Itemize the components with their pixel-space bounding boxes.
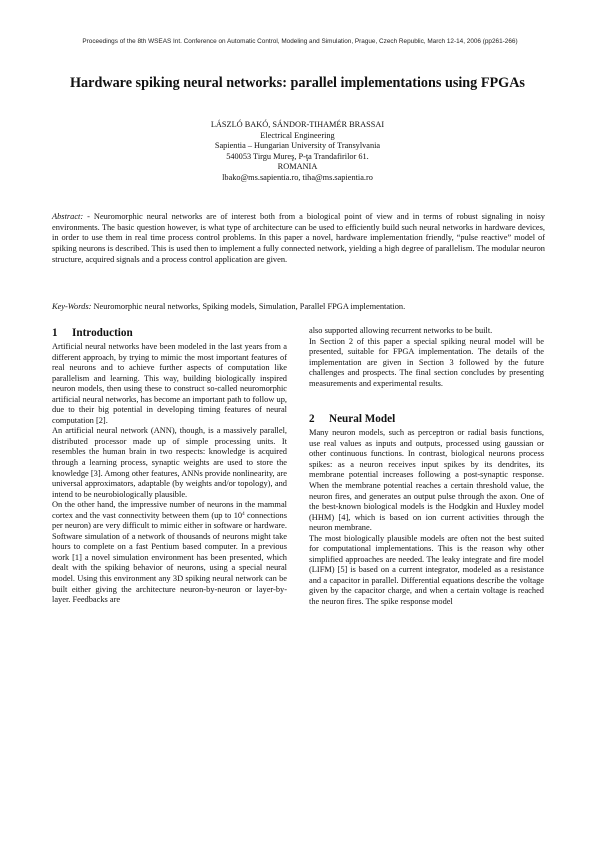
keywords: [52, 302, 545, 313]
section-number: 2: [309, 413, 315, 426]
keywords-text: Neuromorphic neural networks, Spiking models, Simulation, Parallel FPGA implementation.: [91, 302, 406, 311]
author-university: Sapientia – Hungarian University of Transylvania: [214, 141, 381, 151]
keywords-label: Key-Words:: [52, 302, 92, 311]
right-column: [309, 326, 544, 608]
section-heading-neural-model: [309, 412, 544, 426]
intro-paragraph-3-rest: connections per neuron) are very difficult to mimic either in software or hardware. Software simulation of a network of thousands of neurons might take hours to complete on a fast Pentium based computer. In a previous work [1] a novel simulation environment has been presented, which dealt with the spiking behavior of neurons, using a special neural model. Using this environment any 3D spiking neural network can be built either giving the architecture neuron-by-neuron or layer-by-layer. Feedbacks are: [52, 510, 287, 605]
exponent: 4: [242, 511, 245, 517]
intro-paragraph-4: In Section 2 of this paper a special spiking neural model will be presented, suitable for FPGA implementation. The details of the implementation are given in Section 3 followed by the future challenges and prospects. The final section concludes by presenting measurements and experimental results.: [309, 336, 544, 388]
intro-paragraph-3: [52, 500, 287, 605]
paper-title: Hardware spiking neural networks: parallel implementations using FPGAs: [70, 75, 525, 91]
abstract-label: Abstract:: [52, 212, 84, 221]
section-heading-introduction: [52, 326, 287, 340]
author-country: ROMANIA: [277, 162, 318, 172]
left-column: [52, 326, 287, 606]
intro-paragraph-1: Artificial neural networks have been modeled in the last years from a different approach, by trying to mimic the most important features of real neurons and to achieve further aspects of computation like parallelism and learning. This way, building biologically inspired neuron models, then using these to construct so-called neuromorphic artificial neural networks, has become an important path to follow up, due to their big potential in developing timing features of neural computation [2].: [52, 342, 287, 425]
model-paragraph-2: The most biologically plausible models are often not the best suited for computational implementations. This is the reason why other simplified approaches are needed. The leaky integrate and fire model (LIFM) [5] is based on a current integrator, modeled as a resistance and a capacitor in parallel. Differential equations describe the voltage given by the capacitor charge, and when a certain voltage is reached the neuron fires. The spike response model: [309, 533, 544, 607]
model-paragraph-1: Many neuron models, such as perceptron or radial basis functions, use real values as inputs and outputs, processed using gaussian or other continuous functions. In contrast, biological neurons process spikes: as a neuron receives input spikes by its dendrites, its membrane potential increases following a post-synaptic response. When the membrane potential reaches a certain threshold value, the neuron fires, and generates an output pulse through the axon. One of the best-known biological models is the Hodgkin and Huxley model (HHM) [4], which is based on ion current activities through the neuron membrane.: [309, 428, 544, 533]
section-spacer: [309, 389, 544, 412]
author-block: [120, 120, 475, 184]
author-address: 540053 Tirgu Mureş, P-ţa Trandafirilor 61.: [226, 151, 369, 161]
section-number: 1: [52, 327, 58, 339]
author-names: LÁSZLÓ BAKÓ, SÁNDOR-TIHAMÉR BRASSAI: [210, 120, 385, 129]
running-header: Proceedings of the 8th WSEAS Int. Conference on Automatic Control, Modeling and Simulation, Prague, Czech Republic, March 12-14, 2006 (pp261-266): [82, 38, 518, 45]
section-title: Introduction: [72, 327, 133, 339]
abstract: [52, 212, 545, 265]
intro-paragraph-3-start: On the other hand, the impressive number of neurons in the mammal cortex and the vast connectivity between them (up to 10: [52, 500, 287, 520]
intro-paragraph-3-continued: also supported allowing recurrent networks to be built.: [309, 326, 493, 335]
author-department: Electrical Engineering: [260, 130, 335, 140]
section-title: Neural Model: [329, 413, 396, 426]
author-emails: lbako@ms.sapientia.ro, tiha@ms.sapientia.ro: [222, 172, 373, 182]
abstract-text: - Neuromorphic neural networks are of interest both from a biological point of view and in terms of robust signaling in noisy environments. The basic question however, is what type of architecture can be used to efficiently build such neural networks in hardware devices, in order to use them in real time process control problems. In this paper a novel, hardware implementation friendly, “pulse reactive” model of spiking neurons is described. This is used then to implement a fully connected network, yielding a high degree of parallelism. The modular neuron structure, acquired signals and a process control application are given.: [52, 212, 545, 264]
intro-paragraph-2: An artificial neural network (ANN), though, is a massively parallel, distributed processor made up of simple processing units. It resembles the human brain in two respects: knowledge is acquired through a learning process, synaptic weights are used to store the knowledge [3]. Among other features, ANNs provide nonlinearity, are universal approximators, adaptable (by weights and/or topology), and intend to be neurobiologically plausible.: [52, 426, 287, 499]
